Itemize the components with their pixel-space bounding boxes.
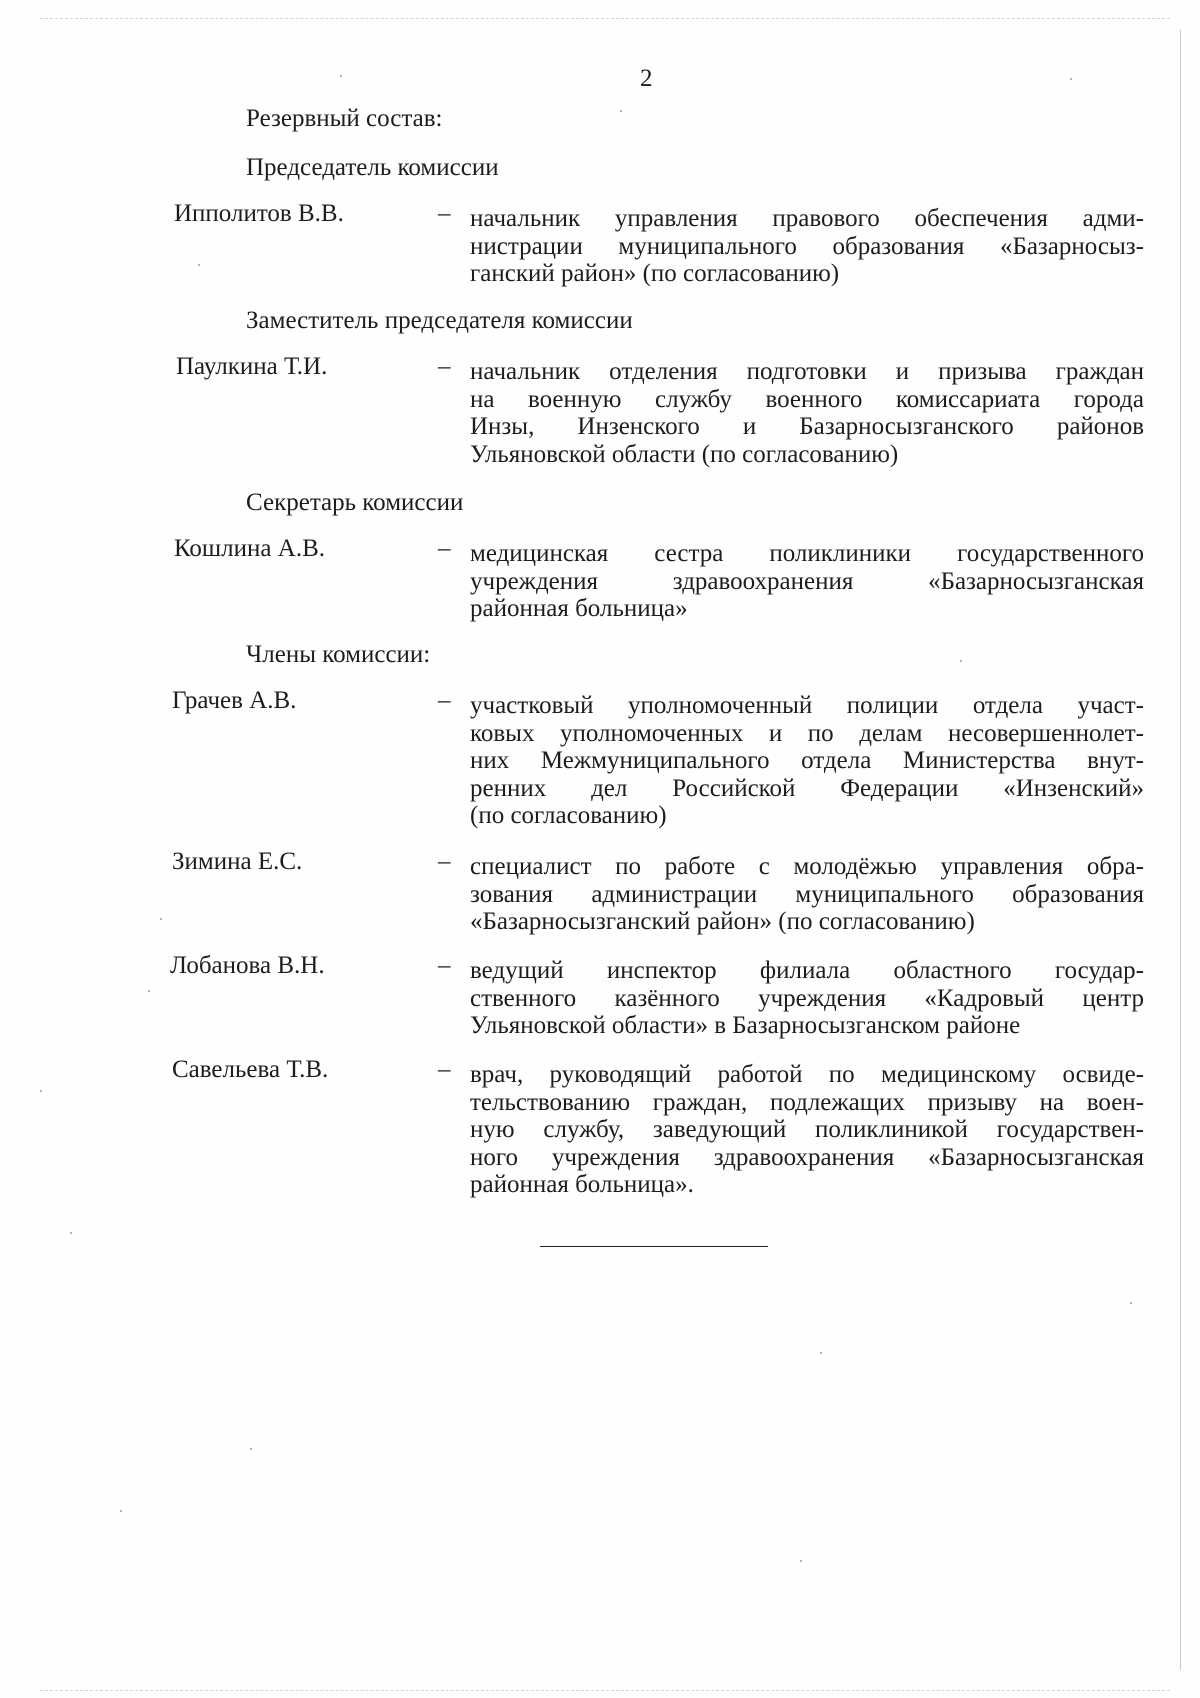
scan-speck (148, 990, 150, 992)
heading-deputy: Заместитель председателя комиссии (246, 307, 633, 334)
scan-edge-right (1180, 30, 1181, 1670)
dash: – (438, 535, 451, 562)
scan-edge-top (40, 18, 1170, 20)
description-line: медицинская сестра поликлиники государственного (470, 540, 1144, 567)
scan-speck (820, 1352, 822, 1354)
description-line: районная больница». (470, 1171, 694, 1198)
dash: – (438, 353, 451, 380)
description-line: Инзы, Инзенского и Базарносызганского районов (470, 413, 1144, 440)
dash: – (438, 1056, 451, 1083)
scan-speck (620, 110, 622, 112)
description-line: учреждения здравоохранения «Базарносызганская (470, 567, 1144, 595)
description-line: «Базарносызганский район» (по согласованию) (470, 908, 975, 935)
dash: – (438, 687, 451, 714)
member-description (470, 358, 1144, 468)
member-name: Лобанова В.Н. (170, 952, 325, 979)
description-line: ственного казённого учреждения «Кадровый центр (470, 984, 1144, 1012)
description-line: ного учреждения здравоохранения «Базарносызганская (470, 1143, 1144, 1171)
description-line: (по согласованию) (470, 802, 667, 829)
member-name: Савельева Т.В. (172, 1056, 329, 1083)
member-name: Паулкина Т.И. (176, 353, 328, 380)
scan-speck (960, 660, 962, 662)
member-description (470, 957, 1144, 1040)
description-line: Ульяновской области» в Базарносызганском районе (470, 1012, 1021, 1039)
member-description (470, 540, 1144, 623)
scan-speck (340, 75, 342, 77)
scan-edge-bottom (40, 1690, 1170, 1692)
heading-chairman: Председатель комиссии (246, 154, 499, 181)
page-number: 2 (640, 65, 653, 92)
member-name: Ипполитов В.В. (174, 200, 344, 227)
description-line: ганский район» (по согласованию) (470, 260, 840, 287)
description-line: начальник управления правового обеспечения адми- (470, 205, 1144, 232)
member-description (470, 692, 1144, 830)
closing-rule (540, 1246, 768, 1247)
description-line: ведущий инспектор филиала областного государ- (470, 957, 1144, 984)
member-description (470, 1061, 1144, 1199)
scan-speck (120, 1510, 122, 1512)
description-line: участковый уполномоченный полиции отдела участ- (470, 692, 1144, 719)
scan-speck (1070, 78, 1072, 80)
scan-speck (800, 1560, 802, 1562)
scan-speck (160, 918, 162, 920)
description-line: районная больница» (470, 595, 688, 622)
member-name: Грачев А.В. (172, 687, 297, 714)
description-line: них Межмуниципального отдела Министерства внут- (470, 747, 1144, 774)
description-line: врач, руководящий работой по медицинскому освиде- (470, 1061, 1144, 1088)
scan-speck (250, 1448, 252, 1450)
scan-speck (1130, 1302, 1132, 1304)
description-line: специалист по работе с молодёжью управления обра- (470, 853, 1144, 880)
description-line: тельствованию граждан, подлежащих призыву на воен- (470, 1088, 1144, 1116)
description-line: нистрации муниципального образования «Базарносыз- (470, 232, 1144, 260)
dash: – (438, 952, 451, 979)
description-line: зования администрации муниципального образования (470, 880, 1144, 908)
heading-reserve: Резервный состав: (246, 105, 443, 132)
dash: – (438, 200, 451, 227)
member-description (470, 205, 1144, 288)
heading-members: Члены комиссии: (246, 641, 431, 668)
heading-secretary: Секретарь комиссии (246, 489, 464, 516)
scan-speck (198, 264, 200, 266)
member-name: Кошлина А.В. (174, 535, 325, 562)
description-line: ковых уполномоченных и по делам несовершеннолет- (470, 719, 1144, 747)
scan-speck (40, 1090, 42, 1092)
description-line: на военную службу военного комиссариата города (470, 385, 1144, 413)
description-line: ную службу, заведующий поликлиникой государствен- (470, 1116, 1144, 1143)
member-name: Зимина Е.С. (172, 848, 303, 875)
description-line: ренних дел Российской Федерации «Инзенский» (470, 774, 1144, 802)
member-description (470, 853, 1144, 936)
scan-speck (70, 1232, 72, 1234)
dash: – (438, 848, 451, 875)
description-line: Ульяновской области (по согласованию) (470, 440, 899, 468)
description-line: начальник отделения подготовки и призыва граждан (470, 358, 1144, 385)
